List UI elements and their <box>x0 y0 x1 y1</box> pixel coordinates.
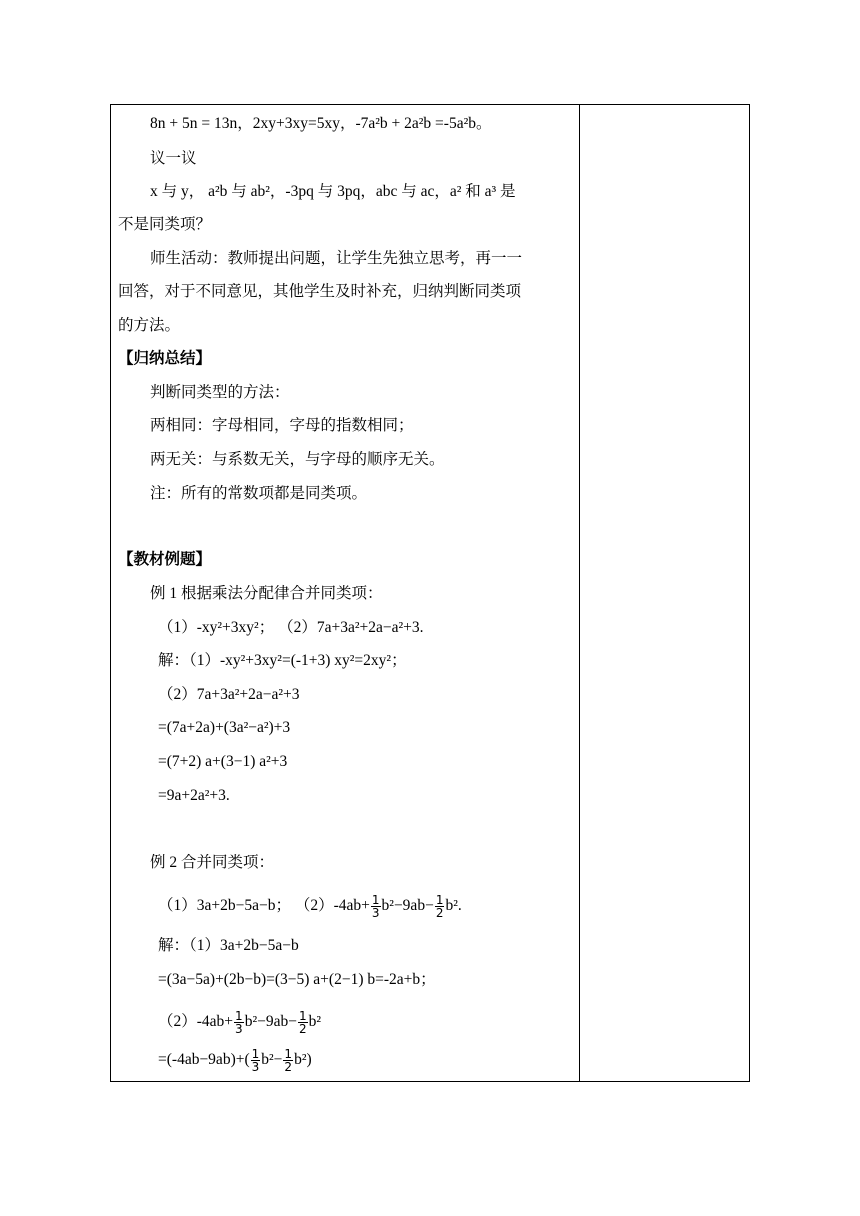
section-heading-summary: 【归纳总结】 <box>118 350 212 367</box>
fraction-denominator: 2 <box>284 1060 293 1074</box>
fraction <box>251 1048 261 1073</box>
math-line <box>158 1048 312 1073</box>
math-line <box>158 894 462 919</box>
fraction <box>234 1010 244 1035</box>
fraction <box>371 894 381 919</box>
math-line <box>158 1010 321 1035</box>
section-heading-examples: 【教材例题】 <box>118 551 212 568</box>
text-line: 两无关：与系数无关，与字母的顺序无关。 <box>150 451 445 468</box>
text-line: x 与 y， a²b 与 ab²，-3pq 与 3pq，abc 与 ac，a² 和 a³ 是 <box>150 183 516 200</box>
fraction-denominator: 2 <box>435 906 444 920</box>
text-line: 师生活动：教师提出问题，让学生先独立思考，再一一 <box>150 250 523 267</box>
math-line: （1）-xy²+3xy²； （2）7a+3a²+2a−a²+3. <box>158 619 424 636</box>
fraction-denominator: 3 <box>371 906 380 920</box>
fraction-numerator: 1 <box>298 1009 307 1023</box>
fraction-numerator: 1 <box>435 893 444 907</box>
math-text: b² <box>308 1013 321 1031</box>
fraction-denominator: 2 <box>298 1022 307 1036</box>
fraction <box>435 894 445 919</box>
fraction-numerator: 1 <box>284 1047 293 1061</box>
right-notes-cell <box>580 105 749 1081</box>
fraction-denominator: 3 <box>235 1022 243 1036</box>
fraction <box>283 1048 293 1073</box>
text-line: 8n + 5n = 13n，2xy+3xy=5xy，-7a²b + 2a²b =-5a²b。 <box>150 115 492 132</box>
text-line: 回答，对于不同意见，其他学生及时补充，归纳判断同类项 <box>118 283 522 300</box>
text-line: 两相同：字母相同，字母的指数相同； <box>150 417 414 434</box>
text-line: 的方法。 <box>118 317 181 334</box>
fraction-numerator: 1 <box>251 1047 260 1061</box>
math-text: b²− <box>261 1051 283 1069</box>
math-line: =(7a+2a)+(3a²−a²)+3 <box>158 719 291 736</box>
math-text: b². <box>445 897 462 915</box>
fraction-denominator: 3 <box>251 1060 260 1074</box>
fraction-numerator: 1 <box>371 893 380 907</box>
math-text: b²−9ab− <box>381 897 434 915</box>
fraction <box>298 1010 308 1035</box>
math-line: （2）7a+3a²+2a−a²+3 <box>158 686 300 703</box>
text-line: 不是同类项？ <box>118 216 212 233</box>
math-text: =(-4ab−9ab)+( <box>158 1051 250 1069</box>
math-text: （1）3a+2b−5a−b； （2）-4ab+ <box>158 897 370 915</box>
math-line: =(7+2) a+(3−1) a²+3 <box>158 753 288 770</box>
example-2-title: 例 2 合并同类项： <box>150 854 275 871</box>
text-line: 注：所有的常数项都是同类项。 <box>150 485 368 502</box>
subheading-discuss: 议一议 <box>150 150 197 167</box>
text-line: 判断同类型的方法： <box>150 384 290 401</box>
math-line: =9a+2a²+3. <box>158 787 230 804</box>
math-line: 解：（1）-xy²+3xy²=(-1+3) xy²=2xy²； <box>158 652 407 669</box>
math-line: 解：（1）3a+2b−5a−b <box>158 937 299 954</box>
example-1-title: 例 1 根据乘法分配律合并同类项： <box>150 585 383 602</box>
math-line: =(3a−5a)+(2b−b)=(3−5) a+(2−1) b=-2a+b； <box>158 971 436 988</box>
fraction-numerator: 1 <box>235 1009 243 1023</box>
math-text: b²) <box>294 1051 312 1069</box>
math-text: b²−9ab− <box>244 1013 297 1031</box>
lesson-content-cell <box>110 104 580 1082</box>
math-text: （2）-4ab+ <box>158 1013 234 1031</box>
